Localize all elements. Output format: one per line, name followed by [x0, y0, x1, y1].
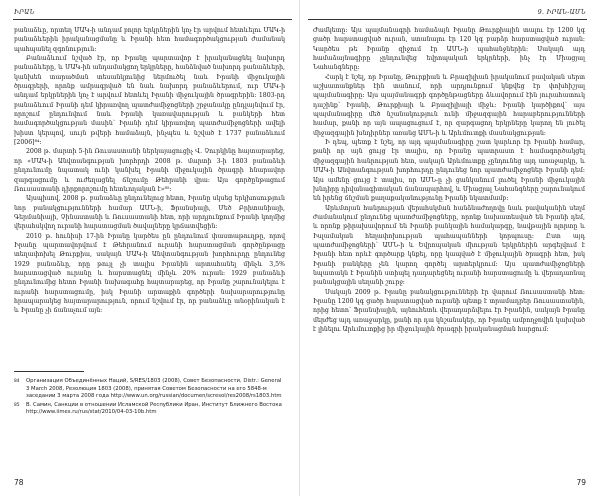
footnote-text: В. Самин, Санкции в отношении Исламской Республики Иран, Институт Ближнего Востока http://www.iimes.ru/rus/stat/2010/04-03-10b.htm [26, 401, 282, 416]
paragraph: 2010 թ. հունիսի 17-ին Իրանը կարծես ըն ընդունում փաստաթուղթը, որով Իրանը պարտավորվում է Թեհրանում ուրանի հարստացման գործընթացը տեղափոխել Թուրքիա, սակայն ՄԱԿ-ի Անվտանգության խորհուրդը ընդունեց 1929 բանաձևը, որը թույլ չի տալիս Իրանին արտահանել մինչև 3,5% հարստացված ուրանը և հարստացնել մինչև 20% ուրան: 1929 բանաձևի ընդունումից հետո Իրանի նախագահը հայտարարեց, որ Իրանը շարունակելու է ուրանի հարստացումը, իսկ Իրանի արտաքին գործերի նախարարությունը հրապարակեց հայտարարություն, որում նշվում էր, որ բանաձևը անօրինական է և Իրանը չի ճանաչում այն: [14, 232, 285, 315]
footnote [14, 402, 285, 417]
running-head: 9. ԻՐԱՆ-ԱՄՆ [537, 9, 586, 16]
paragraph: Արևմտյան հանրության վերահսկման հանձնաժողովը նաև բավականին սեղմ ժամանակում ընդունեց պատժամիջոցները, որոնք նախատեսված են Իրանի դեմ, և որոնք թիրախավորում են Իրանի բանկային համակարգը, նավթային ոլորտը և Իսլամական հեղափոխության պահապանների կորպուսը: Ըստ այդ պատժամիջոցների՝ ԱՄՆ-ի և Եվրոպական միության երկրներին արգելվում է Իրանի հետ որևէ գործարք կնքել, որը կապված է միջուկային ծրագրի հետ, իսկ Իրանի բանկերը չեն կարող գործել արտերկրում: Այս պատժամիջոցների նպատակն է Իրանին ստիպել դադարեցնել ուրանի հարստացումը և վերադառնալ բանակցային սեղանի շուրջ: [313, 204, 585, 287]
paragraph: 2008 թ. մարտի 5-ին Ռուսաստանի ներկայացուցիչ Վ. Չուրկինը հայտարարեց, որ «ՄԱԿ-ի Անվտանգության խորհրդի 2008 թ. մարտի 3-ի 1803 բանաձևի ընդունումը նպատակ ունի կանխել Իրանի միջուկային ծրագրի հնարավոր զարգացումը և ուժեղացնել ճնշումը Թեհրանի վրա: Այս գործընթացում Ռուսաստանի դիրքորոշումը հետևողական է»⁸⁵: [14, 148, 285, 193]
paragraph: Ի դեպ, պետք է նշել, որ այդ պայմանագիրը շատ կարևոր էր Իրանի համար, քանի որ այն ցույց էր տալիս, որ Իրանը պատրաստ է համագործակցել միջազգային հանրության հետ, սակայն Արևմուտքը չընդունեց այդ առաջարկը, և ՄԱԿ-ի Անվտանգության խորհուրդը ընդունեց նոր պատժամիջոցներ Իրանի դեմ: Այս ամենը ցույց է տալիս, որ ԱՄՆ-ը չի ցանկանում լուծել Իրանի միջուկային խնդիրը դիվանագիտական ճանապարհով, և Միացյալ Նահանգները շարունակում են իրենց ճնշման քաղաքականությունը Իրանի նկատմամբ: [313, 139, 585, 203]
footnote-number: 85 [14, 402, 20, 408]
paragraph: Սակայն 2009 թ. Իրանը բանակցությունների էր վարում Ռուսաստանի հետ: Իրանը 1200 կգ ցածր հարստացված ուրանի պետք է տրամադրեր Ռուսաստանին, որից հետո՝ Ֆրանսիային, այնուհետև վերադարձվելու էր Իրանին, սակայն Իրանը մերժեց այդ առաջարկը, քանի որ դա կնշանակեր, որ Իրանը ամբողջովին կախված է լինելու Արևմուտքից իր միջուկային ծրագրի իրականացման հարցում: [313, 288, 585, 333]
paragraph: Ժամկետը: Այս պայմանագրի համաձայն Իրանը Թուրքիային տալու էր 1200 կգ ցածր հարստացված ուրան, ստանալու էր 120 կգ բարձր հարստացված ուրան: Կարծես թե Իրանը զիջում էր ԱՄՆ-ի պահանջներին: Սակայն այդ համաձայնագիրը չընդունվեց եվրոպական երկրների, ինչ էր Միացյալ Նահանգները: [313, 27, 585, 72]
paragraph: Հարկ է նշել, որ Իրանը, Թուրքիան և Բրազիլիան իրականում բավական սերտ աշխատանքներ էին տանում, որի արդյունքում կնքվեց էր փոխհիշյալ պայմանագիրը: Այս պայմանագրի գործընթացները ձևավորում էին յուրահատուկ դաշինք՝ Իրանի, Թուրքիայի և Բրազիլիայի միջև: Իրանի կարծիքով՝ այս պայմանագիրը մեծ նշանակություն ունի միջազգային հարաբերությունների համար, քանի որ այն ապացուցում է, որ զարգացող երկրները կարող են լուծել միջազգային խնդիրներ առանց ԱՄՆ-ի և Արևմուտքի մասնակցության: [313, 73, 585, 137]
body-text [313, 26, 585, 334]
header-rule [308, 19, 587, 20]
body-text [14, 26, 285, 316]
header-rule [13, 19, 292, 20]
footnote-text: Организация Объединённых Наций, S/RES/1803 (2008), Совет Безопасности, Distr.: General 3 March 2008, Резолюция 1803 (2008), принятая Советом Безопасности на его 5848-м заседании 3 марта 2008 года http://www.un.org/russian/documen/scresol/res2008/rs1803.htm [26, 378, 282, 400]
page-number: 78 [14, 478, 24, 487]
footnotes [14, 378, 285, 418]
right-page [300, 0, 600, 496]
paragraph: բանաձևը, որտեղ ՄԱԿ-ի անդամ բոլոր երկրներին կոչ էր արվում հետևելու ՄԱԿ-ի բանաձևերին իրականացմանը և Իրանի հետ համագործակցության ժամանակ պահպանել զգոնություն: [14, 27, 285, 53]
footnote-rule [14, 371, 84, 372]
paragraph: Բանաձևում նշված էր, որ Իրանը պարտավոր է իրականացնել նախորդ բանաձևերը, և ՄԱԿ-ին անդամակցող երկրները, հանձնված նախորդ բանաձևերի, կանխեն տարածման տեսանկյունից ներմուծել նաև Իրանի միջուկային ծրագրերի, որոնք ամրագրված են նաև նախորդ բանաձևերում, ուր ՄԱԿ-ի անդամ երկրներին կոչ է արվում հետևել Իրանի միջուկային ծրագրերին: 1803-րդ բանաձևում Իրանի դեմ կիրառվող պատժամիջոցների շրջանակը ընդլայնվում էր, որոշում ընդունվում նաև Իրանի կառավարության և բանկերի հետ համագործակցության մասին՝ Իրանի դեմ կիրառվող պատժամիջոցների ավելի խիստ կերպով, սույն թվերի համաձայն, ինչպես և նշված է 1737 բանաձևում [2006]⁸⁴: [14, 55, 285, 147]
running-head: ԻՐԱՆ [14, 9, 35, 16]
paragraph: Այսպիսով, 2008 թ. բանաձևը ընդունելուց հետո, Իրանը սկսեց երկխոսություն նոր բանակցությունների համար ԱՄՆ-ի, Ֆրանսիայի, Մեծ Բրիտանիայի, Գերմանիայի, Չինաստանի և Ռուսաստանի հետ, որի արդյունքում Իրանի կողմից վերահսկվող ուրանի հարստացման ծավալները կրճատվեցին: [14, 195, 285, 231]
footnote [14, 378, 285, 401]
footnote-number: 84 [14, 379, 20, 384]
page-number: 79 [576, 478, 586, 487]
